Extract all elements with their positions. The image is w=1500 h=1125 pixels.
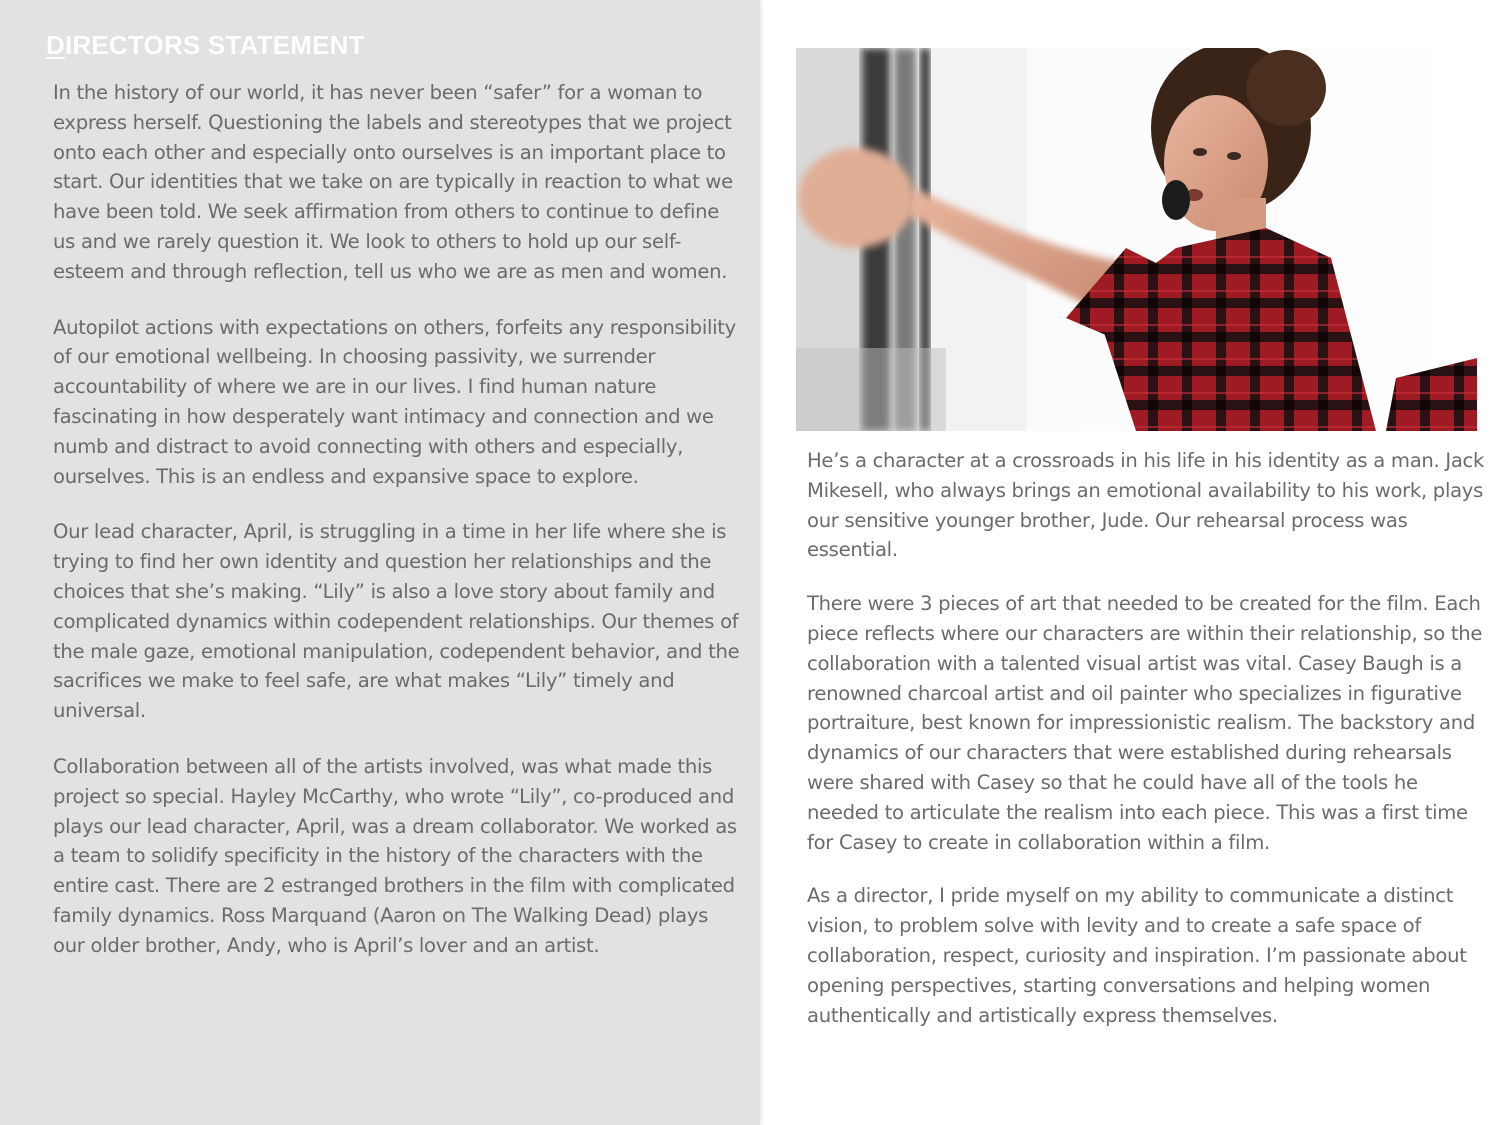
page-title xyxy=(46,30,365,61)
paragraph-lead-character: Our lead character, April, is struggling in a time in her life where she is trying to find her own identity and question her relationships and the choices that she’s making. “Lily” is also a love story about family and complicated dynamics within codependent relationships. Our themes of the male gaze, emotional manipulation, codependent behavior, and the sacrifices we make to feel safe, are what makes “Lily” timely and universal. xyxy=(53,520,740,723)
paragraph-as-director: As a director, I pride myself on my ability to communicate a distinct vision, to problem solve with levity and to create a safe space of collaboration, respect, curiosity and inspiration. I’m passionate about opening perspectives, starting conversations and helping women authentically and artistically express themselves. xyxy=(807,884,1467,1027)
paragraph-collaboration: Collaboration between all of the artists involved, was what made this project so special. Hayley McCarthy, who wrote “Lily”, co-produced and plays our lead character, April, was a dream collaborator. We worked as a team to solidify specificity in the history of the characters with the entire cast. There are 2 estranged brothers in the film with complicated family dynamics. Ross Marquand (Aaron on The Walking Dead) plays our older brother, Andy, who is April’s lover and an artist. xyxy=(53,754,737,957)
paragraph-autopilot: Autopilot actions with expectations on others, forfeits any responsibility of our emotional wellbeing. In choosing passivity, we surrender accountability of where we are in our lives. I find human nature fascinating in how desperately want intimacy and connection and we numb and distract to avoid connecting with others and especially, ourselves. This is an endless and expansive space to explore. xyxy=(53,315,736,488)
title-rest: IRECTORS STATEMENT xyxy=(64,30,365,60)
paragraph-history: In the history of our world, it has never been “safer” for a woman to express herself. Questioning the labels and stereotypes that we project onto each other and especially onto ourselves is an important place to start. Our identities that we take on are typically in reaction to what we have been told. We seek affirmation from others to continue to define us and we rarely question it. We look to others to hold up our self-esteem and through reflection, tell us who we are as men and women. xyxy=(53,81,733,283)
film-still-photo xyxy=(796,48,1477,431)
film-still-illustration xyxy=(796,48,1477,431)
title-first-letter: D xyxy=(46,30,65,60)
paragraph-crossroads: He’s a character at a crossroads in his life in his identity as a man. Jack Mikesell, who always brings an emotional availability to his work, plays our sensitive younger brother, Jude. Our rehearsal process was essential. xyxy=(807,449,1485,562)
left-column-text xyxy=(53,78,743,987)
paragraph-art-pieces: There were 3 pieces of art that needed to be created for the film. Each piece reflects where our characters are within their relationship, so the collaboration with a talented visual artist was vital. Casey Baugh is a renowned charcoal artist and oil painter who specializes in figurative portraiture, best known for impressionistic realism. The backstory and dynamics of our characters that were established during rehearsals were shared with Casey so that he could have all of the tools he needed to articulate the realism into each piece. This was a first time for Casey to create in collaboration within a film. xyxy=(807,592,1483,854)
right-column-text xyxy=(807,446,1493,1054)
